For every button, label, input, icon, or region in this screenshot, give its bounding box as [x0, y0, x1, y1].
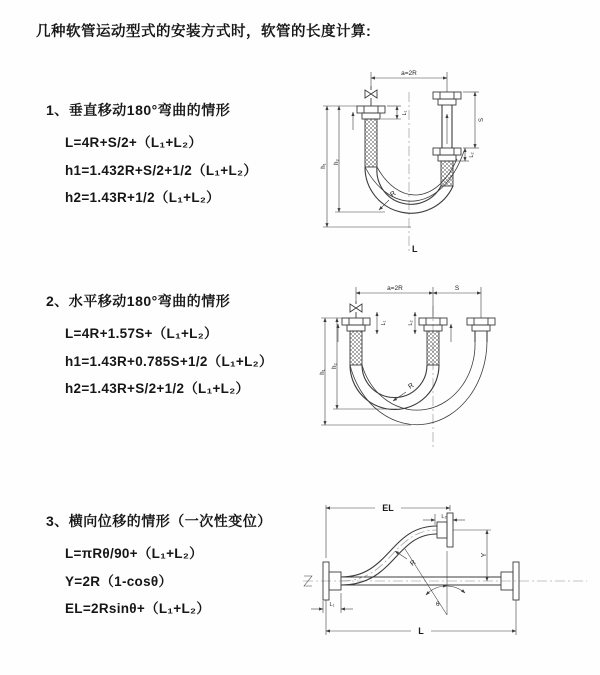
section-3-heading: 3、横向位移的情形（一次性变位）	[46, 513, 272, 529]
dim-label-h2: h₂	[334, 159, 340, 165]
hose-u-bend	[350, 342, 487, 425]
radius-label: R	[389, 190, 398, 199]
length-label: L	[412, 244, 418, 254]
section-2-formula-h1: h1=1.43R+0.785S+1/2（L₁+L₂）	[65, 353, 273, 369]
section-3-formula-EL: EL=2Rsinθ+（L₁+L₂）	[65, 601, 211, 616]
section-vertical-movement	[46, 100, 257, 212]
dim-label-l2: L₂	[441, 514, 447, 520]
section-2-heading: 2、水平移动180°弯曲的情形	[46, 293, 231, 309]
right-flange-displaced	[467, 318, 495, 331]
dim-label-s: S	[479, 117, 485, 123]
right-flange-upper	[433, 92, 461, 105]
dim-label-l2: L₂	[469, 152, 475, 158]
dim-label-h2: h₂	[332, 363, 338, 369]
left-braided-hose	[350, 331, 362, 365]
radius-label: R	[409, 559, 418, 568]
diagram-horizontal-movement	[311, 282, 566, 454]
valve-icon	[365, 86, 377, 106]
section-3-formula-L: L=πRθ/90+（L₁+L₂）	[65, 546, 203, 561]
middle-braided-hose	[427, 331, 439, 365]
dim-label-s: S	[454, 285, 460, 292]
section-1-formula-h2: h2=1.43R+1/2（L₁+L₂）	[65, 190, 220, 205]
dim-label-h1: h₁	[321, 163, 327, 169]
section-2-formula-L: L=4R+1.57S+（L₁+L₂）	[65, 326, 218, 341]
section-lateral-displacement	[46, 511, 272, 623]
left-braided-hose	[365, 119, 377, 167]
diagram-lateral-displacement	[295, 501, 595, 646]
page-title: 几种软管运动型式的安装方式时，软管的长度计算:	[36, 24, 372, 40]
left-flange	[357, 106, 385, 119]
valve-icon	[350, 301, 362, 318]
dim-label-a2r: a=2R	[401, 70, 417, 77]
diagram-vertical-movement	[309, 66, 524, 258]
section-3-formula-Y: Y=2R（1-cosθ）	[65, 573, 173, 589]
section-1-formula-h1: h1=1.432R+S/2+1/2（L₁+L₂）	[65, 162, 258, 178]
left-flange	[342, 318, 370, 331]
dim-label-a2r: a=2R	[387, 285, 403, 292]
section-1-formula-L: L=4R+S/2+（L₁+L₂）	[65, 135, 203, 150]
angle-label: θ	[436, 601, 440, 608]
dim-label-l2: L₂	[408, 320, 414, 326]
dim-label-l1: L₁	[381, 320, 387, 326]
section-2-formula-h2: h2=1.43R+S/2+1/2（L₁+L₂）	[65, 381, 250, 396]
dim-label-l: L	[418, 626, 424, 636]
dim-label-l1: L₁	[402, 110, 408, 116]
radius-label: R	[407, 382, 416, 391]
section-1-heading: 1、垂直移动180°弯曲的情形	[46, 102, 231, 118]
angle-construction	[405, 549, 465, 615]
dim-label-y: Y	[481, 552, 488, 558]
dim-label-el: EL	[382, 503, 394, 513]
dim-label-l1: L₁	[329, 602, 335, 608]
section-horizontal-movement	[46, 291, 273, 403]
dim-label-h1: h₁	[320, 369, 326, 375]
